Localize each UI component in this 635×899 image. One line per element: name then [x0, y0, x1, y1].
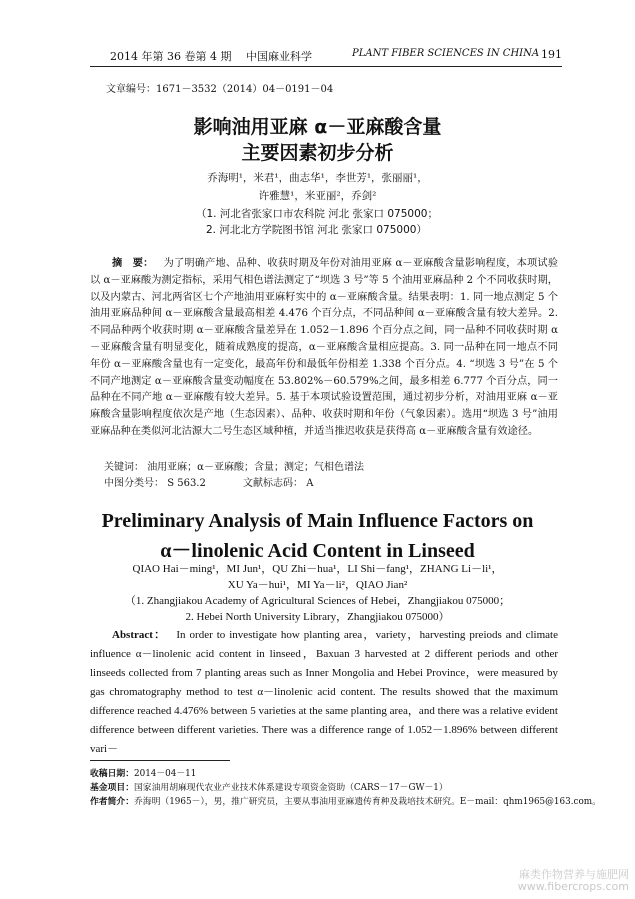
received-label: 收稿日期： [90, 769, 134, 779]
footnote-author [90, 794, 601, 807]
abstract-cn-label: 摘 要： [112, 258, 154, 269]
abstract-en [90, 626, 558, 759]
clc-value: S 563.2 [167, 478, 206, 489]
authors-cn-line2: 许雅慧¹，米亚丽²，乔剑² [258, 190, 377, 202]
keywords-cn [104, 458, 364, 473]
affiliation-en-line2: 2. Hebei North University Library，Zhangjiakou 075000） [185, 611, 450, 623]
title-en-line2: α－linolenic Acid Content in Linseed [160, 540, 475, 562]
affiliation-cn-line2: 2. 河北北方学院图书馆 河北 张家口 075000） [206, 224, 427, 236]
classification [104, 474, 313, 489]
watermark-line1: 麻类作物营养与施肥网 [519, 868, 629, 881]
keywords-cn-text: 油用亚麻；α－亚麻酸；含量；测定；气相色谱法 [147, 462, 364, 473]
title-cn-line1: 影响油用亚麻 α－亚麻酸含量 [193, 116, 442, 138]
affiliation-cn-line1: （1. 河北省张家口市农科院 河北 张家口 075000； [196, 208, 438, 220]
journal-issue: 2014 年第 36 卷第 4 期 [110, 50, 232, 63]
title-cn-line2: 主要因素初步分析 [241, 142, 394, 164]
journal-name-cn: 中国麻业科学 [246, 50, 312, 63]
fund-label: 基金项目： [90, 783, 134, 793]
doc-code-value: A [306, 478, 314, 489]
authors-en-line2: XU Ya－hui¹，MI Ya－li²，QIAO Jian² [227, 579, 408, 591]
authors-cn-line1: 乔海明¹，米君¹，曲志华¹，李世芳¹，张丽丽¹， [207, 172, 428, 184]
keywords-cn-label: 关键词： [104, 462, 144, 473]
doc-code-label: 文献标志码： [243, 478, 304, 489]
header-rule [90, 66, 562, 67]
affiliation-en-line1: （1. Zhangjiakou Academy of Agricultural Sciences of Hebei，Zhangjiakou 075000； [124, 595, 511, 607]
abstract-cn [90, 256, 558, 441]
title-en-line1: Preliminary Analysis of Main Influence Factors on [101, 510, 534, 532]
fund-text: 国家油用胡麻现代农业产业技术体系建设专项资金资助（CARS－17－GW－1） [134, 783, 448, 793]
footnote-received [90, 766, 196, 779]
clc-label: 中图分类号： [104, 478, 164, 489]
abstract-cn-text: 为了明确产地、品种、收获时期及年份对油用亚麻 α－亚麻酸含量影响程度，本项试验以 α－亚麻酸为测定指标，采用气相色谱法测定了“坝选 3 号”等 5 个油用亚麻品种 2 个不同收获时期，以及内蒙古、河北两省区七个产地油用亚麻籽实中的 α－亚麻酸含量。结果表明：1. 同一地点测定 5 个油用亚麻品种间 α－亚麻酸含量最高相差 4.476 个百分点，不同品种间 α－亚麻酸含量有较大差异。2. 不同品种两个收获时期 α－亚麻酸含量差异在 1.052－1.896 个百分点之间，同一品种不同收获时期 α－亚麻酸含量有明显变化，随着成熟度的提高，α－亚麻酸含量相应提高。3. 同一品种在同一地点不同年份 α－亚麻酸含量也有一定变化，最高年份和最低年份相差 1.338 个百分点。4. “坝选 3 号”在 5 个不同产地测定 α－亚麻酸含量变动幅度在 53.802%－60.579%之间，最多相差 6.777 个百分点，同一品种在不同产地 α－亚麻酸有较大差异。5. 基于本项试验设置范围，通过初步分析，对油用亚麻 α－亚麻酸含量影响程度依次是产地（生态因素）、品种、收获时期和年份（气象因素）。选用“坝选 3 号”油用亚麻品种在类似河北沽源大二号生态区域种植，并适当推迟收获是获得高 α－亚麻酸含量有效途径。 [90, 258, 559, 437]
footnote-rule [90, 760, 230, 761]
author-bio-text: 乔海明（1965－），男，推广研究员，主要从事油用亚麻遗传育种及栽培技术研究。E－mail：qhm1965@163.com。 [134, 797, 601, 807]
article-number: 文章编号：1671－3532（2014）04－0191－04 [106, 84, 334, 95]
journal-name-en: PLANT FIBER SCIENCES IN CHINA [352, 48, 540, 59]
author-bio-label: 作者简介： [90, 797, 134, 807]
authors-en-line1: QIAO Hai－ming¹，MI Jun¹，QU Zhi－hua¹，LI Shi－fang¹，ZHANG Li－li¹， [132, 563, 503, 575]
abstract-en-text: In order to investigate how planting area，variety，harvesting preiods and climate influence α－linolenic acid content in linseed，Baxuan 3 harvested at 2 different periods and other linseeds collected from 7 planting areas such as Inner Mongolia and Hebei Province，were measured by gas chromatography method to test α－linolenic acid content. The results showed that the maximum difference reached 4.476% between 5 varieties at the same planting area，and there was a relative evident difference between different varieties. There was a difference range of 1.052－1.896% between different vari－ [90, 629, 558, 755]
abstract-en-label: Abstract： [112, 629, 167, 641]
footnote-fund [90, 780, 448, 793]
watermark-line2: www.fibercrops.com [517, 880, 629, 893]
received-date: 2014－04－11 [134, 769, 197, 779]
page-number: 191 [541, 48, 562, 61]
